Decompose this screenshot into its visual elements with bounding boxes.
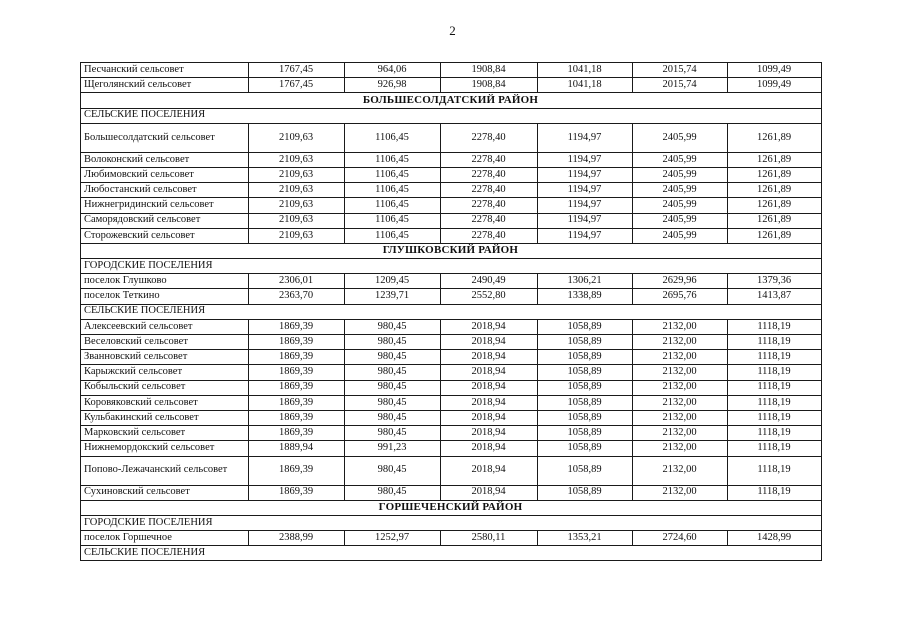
value-cell: 1869,39 xyxy=(249,456,345,485)
table-row xyxy=(81,365,822,380)
value-cell: 1099,49 xyxy=(728,78,822,93)
value-cell: 2278,40 xyxy=(441,167,538,182)
value-cell: 1869,39 xyxy=(249,410,345,425)
settlement-name-cell: Волоконский сельсовет xyxy=(81,152,249,167)
district-heading: ГЛУШКОВСКИЙ РАЙОН xyxy=(81,243,822,258)
value-cell: 1869,39 xyxy=(249,319,345,334)
table-row xyxy=(81,456,822,485)
value-cell: 2018,94 xyxy=(441,410,538,425)
table-row xyxy=(81,213,822,228)
settlement-name-cell: Веселовский сельсовет xyxy=(81,335,249,350)
value-cell: 1194,97 xyxy=(538,167,633,182)
value-cell: 1194,97 xyxy=(538,152,633,167)
value-cell: 1889,94 xyxy=(249,441,345,456)
settlement-name-cell: Щеголянский сельсовет xyxy=(81,78,249,93)
settlement-type-label: ГОРОДСКИЕ ПОСЕЛЕНИЯ xyxy=(81,259,822,274)
table-row xyxy=(81,78,822,93)
page-number: 2 xyxy=(449,23,456,38)
value-cell: 991,23 xyxy=(345,441,441,456)
table-row xyxy=(81,380,822,395)
value-cell: 2132,00 xyxy=(633,350,728,365)
value-cell: 1194,97 xyxy=(538,213,633,228)
value-cell: 1767,45 xyxy=(249,78,345,93)
value-cell: 1261,89 xyxy=(728,198,822,213)
value-cell: 2109,63 xyxy=(249,167,345,182)
value-cell: 2018,94 xyxy=(441,380,538,395)
table-row xyxy=(81,274,822,289)
value-cell: 2405,99 xyxy=(633,167,728,182)
value-cell: 2018,94 xyxy=(441,456,538,485)
settlement-name-cell: Кобыльский сельсовет xyxy=(81,380,249,395)
value-cell: 2580,11 xyxy=(441,531,538,546)
value-cell: 2018,94 xyxy=(441,441,538,456)
value-cell: 1058,89 xyxy=(538,441,633,456)
value-cell: 2278,40 xyxy=(441,213,538,228)
value-cell: 1058,89 xyxy=(538,456,633,485)
district-heading-row xyxy=(81,500,822,515)
value-cell: 1058,89 xyxy=(538,395,633,410)
settlement-name-cell: поселок Глушково xyxy=(81,274,249,289)
value-cell: 1041,18 xyxy=(538,78,633,93)
value-cell: 2109,63 xyxy=(249,183,345,198)
value-cell: 1413,87 xyxy=(728,289,822,304)
settlement-type-row xyxy=(81,515,822,530)
value-cell: 2695,76 xyxy=(633,289,728,304)
value-cell: 1058,89 xyxy=(538,350,633,365)
value-cell: 1261,89 xyxy=(728,228,822,243)
value-cell: 1869,39 xyxy=(249,365,345,380)
value-cell: 2015,74 xyxy=(633,78,728,93)
value-cell: 2363,70 xyxy=(249,289,345,304)
value-cell: 2278,40 xyxy=(441,183,538,198)
value-cell: 980,45 xyxy=(345,350,441,365)
settlement-type-label: СЕЛЬСКИЕ ПОСЕЛЕНИЯ xyxy=(81,304,822,319)
table-row xyxy=(81,198,822,213)
value-cell: 2018,94 xyxy=(441,426,538,441)
value-cell: 2018,94 xyxy=(441,485,538,500)
settlement-name-cell: Нижнегридинский сельсовет xyxy=(81,198,249,213)
value-cell: 1041,18 xyxy=(538,63,633,78)
table-row xyxy=(81,531,822,546)
value-cell: 2278,40 xyxy=(441,198,538,213)
value-cell: 2629,96 xyxy=(633,274,728,289)
value-cell: 1118,19 xyxy=(728,485,822,500)
value-cell: 1261,89 xyxy=(728,213,822,228)
value-cell: 1118,19 xyxy=(728,335,822,350)
value-cell: 980,45 xyxy=(345,485,441,500)
district-heading: БОЛЬШЕСОЛДАТСКИЙ РАЙОН xyxy=(81,93,822,108)
value-cell: 1239,71 xyxy=(345,289,441,304)
value-cell: 1252,97 xyxy=(345,531,441,546)
settlement-name-cell: Песчанский сельсовет xyxy=(81,63,249,78)
value-cell: 1106,45 xyxy=(345,183,441,198)
table-row xyxy=(81,289,822,304)
settlement-name-cell: Сторожевский сельсовет xyxy=(81,228,249,243)
value-cell: 1869,39 xyxy=(249,426,345,441)
table-row xyxy=(81,426,822,441)
value-cell: 1058,89 xyxy=(538,380,633,395)
settlement-type-row xyxy=(81,108,822,123)
value-cell: 2132,00 xyxy=(633,335,728,350)
value-cell: 1353,21 xyxy=(538,531,633,546)
value-cell: 1118,19 xyxy=(728,380,822,395)
value-cell: 1869,39 xyxy=(249,395,345,410)
table-row xyxy=(81,167,822,182)
value-cell: 1908,84 xyxy=(441,63,538,78)
settlement-name-cell: Званновский сельсовет xyxy=(81,350,249,365)
value-cell: 2132,00 xyxy=(633,319,728,334)
value-cell: 2552,80 xyxy=(441,289,538,304)
table-row xyxy=(81,350,822,365)
table-row xyxy=(81,441,822,456)
value-cell: 2405,99 xyxy=(633,198,728,213)
value-cell: 980,45 xyxy=(345,380,441,395)
table-row xyxy=(81,63,822,78)
value-cell: 2018,94 xyxy=(441,365,538,380)
table-row xyxy=(81,123,822,152)
settlement-name-cell: поселок Теткино xyxy=(81,289,249,304)
value-cell: 1379,36 xyxy=(728,274,822,289)
value-cell: 2109,63 xyxy=(249,152,345,167)
table-row xyxy=(81,410,822,425)
value-cell: 2278,40 xyxy=(441,228,538,243)
value-cell: 2132,00 xyxy=(633,365,728,380)
table-row xyxy=(81,152,822,167)
value-cell: 980,45 xyxy=(345,319,441,334)
value-cell: 1908,84 xyxy=(441,78,538,93)
value-cell: 1118,19 xyxy=(728,365,822,380)
value-cell: 2278,40 xyxy=(441,152,538,167)
tariff-table xyxy=(80,62,822,561)
value-cell: 1106,45 xyxy=(345,213,441,228)
value-cell: 2405,99 xyxy=(633,123,728,152)
value-cell: 1058,89 xyxy=(538,365,633,380)
value-cell: 2109,63 xyxy=(249,228,345,243)
value-cell: 2132,00 xyxy=(633,395,728,410)
value-cell: 2018,94 xyxy=(441,350,538,365)
settlement-name-cell: Саморядовский сельсовет xyxy=(81,213,249,228)
value-cell: 1106,45 xyxy=(345,152,441,167)
value-cell: 2405,99 xyxy=(633,183,728,198)
district-heading: ГОРШЕЧЕНСКИЙ РАЙОН xyxy=(81,500,822,515)
value-cell: 2109,63 xyxy=(249,213,345,228)
value-cell: 1338,89 xyxy=(538,289,633,304)
value-cell: 1058,89 xyxy=(538,485,633,500)
settlement-name-cell: поселок Горшечное xyxy=(81,531,249,546)
settlement-name-cell: Карыжский сельсовет xyxy=(81,365,249,380)
settlement-name-cell: Нижнемордокский сельсовет xyxy=(81,441,249,456)
value-cell: 964,06 xyxy=(345,63,441,78)
value-cell: 1261,89 xyxy=(728,183,822,198)
value-cell: 1209,45 xyxy=(345,274,441,289)
settlement-name-cell: Сухиновский сельсовет xyxy=(81,485,249,500)
value-cell: 1058,89 xyxy=(538,426,633,441)
table-body xyxy=(81,63,822,561)
value-cell: 2132,00 xyxy=(633,485,728,500)
settlement-name-cell: Любимовский сельсовет xyxy=(81,167,249,182)
value-cell: 2109,63 xyxy=(249,198,345,213)
value-cell: 1261,89 xyxy=(728,123,822,152)
value-cell: 2109,63 xyxy=(249,123,345,152)
value-cell: 1194,97 xyxy=(538,228,633,243)
value-cell: 1118,19 xyxy=(728,456,822,485)
value-cell: 1106,45 xyxy=(345,228,441,243)
value-cell: 926,98 xyxy=(345,78,441,93)
value-cell: 1118,19 xyxy=(728,410,822,425)
value-cell: 1261,89 xyxy=(728,167,822,182)
value-cell: 2405,99 xyxy=(633,213,728,228)
value-cell: 2388,99 xyxy=(249,531,345,546)
value-cell: 1058,89 xyxy=(538,319,633,334)
value-cell: 2405,99 xyxy=(633,228,728,243)
value-cell: 1106,45 xyxy=(345,198,441,213)
value-cell: 980,45 xyxy=(345,410,441,425)
settlement-name-cell: Попово-Лежачанский сельсовет xyxy=(81,456,249,485)
district-heading-row xyxy=(81,243,822,258)
value-cell: 2018,94 xyxy=(441,335,538,350)
table-row xyxy=(81,183,822,198)
value-cell: 2132,00 xyxy=(633,441,728,456)
value-cell: 980,45 xyxy=(345,395,441,410)
value-cell: 1106,45 xyxy=(345,167,441,182)
value-cell: 2132,00 xyxy=(633,410,728,425)
table-row xyxy=(81,319,822,334)
value-cell: 1118,19 xyxy=(728,319,822,334)
value-cell: 1058,89 xyxy=(538,410,633,425)
district-heading-row xyxy=(81,93,822,108)
settlement-name-cell: Коровяковский сельсовет xyxy=(81,395,249,410)
value-cell: 2018,94 xyxy=(441,319,538,334)
value-cell: 1194,97 xyxy=(538,198,633,213)
value-cell: 1261,89 xyxy=(728,152,822,167)
value-cell: 1869,39 xyxy=(249,380,345,395)
settlement-type-row xyxy=(81,304,822,319)
value-cell: 980,45 xyxy=(345,335,441,350)
value-cell: 1118,19 xyxy=(728,426,822,441)
table-row xyxy=(81,335,822,350)
value-cell: 1118,19 xyxy=(728,441,822,456)
settlement-name-cell: Алексеевский сельсовет xyxy=(81,319,249,334)
value-cell: 1118,19 xyxy=(728,395,822,410)
settlement-name-cell: Любостанский сельсовет xyxy=(81,183,249,198)
value-cell: 980,45 xyxy=(345,456,441,485)
value-cell: 1099,49 xyxy=(728,63,822,78)
settlement-name-cell: Кульбакинский сельсовет xyxy=(81,410,249,425)
value-cell: 2132,00 xyxy=(633,426,728,441)
value-cell: 2490,49 xyxy=(441,274,538,289)
value-cell: 1767,45 xyxy=(249,63,345,78)
settlement-type-label: ГОРОДСКИЕ ПОСЕЛЕНИЯ xyxy=(81,515,822,530)
value-cell: 2405,99 xyxy=(633,152,728,167)
value-cell: 2018,94 xyxy=(441,395,538,410)
settlement-name-cell: Большесолдатский сельсовет xyxy=(81,123,249,152)
settlement-name-cell: Марковский сельсовет xyxy=(81,426,249,441)
table-row xyxy=(81,228,822,243)
settlement-type-row xyxy=(81,546,822,561)
value-cell: 1869,39 xyxy=(249,350,345,365)
value-cell: 2132,00 xyxy=(633,456,728,485)
value-cell: 2724,60 xyxy=(633,531,728,546)
value-cell: 1106,45 xyxy=(345,123,441,152)
value-cell: 1194,97 xyxy=(538,123,633,152)
value-cell: 1869,39 xyxy=(249,485,345,500)
value-cell: 1428,99 xyxy=(728,531,822,546)
table-row xyxy=(81,395,822,410)
value-cell: 980,45 xyxy=(345,426,441,441)
value-cell: 2306,01 xyxy=(249,274,345,289)
value-cell: 1869,39 xyxy=(249,335,345,350)
settlement-type-row xyxy=(81,259,822,274)
value-cell: 2132,00 xyxy=(633,380,728,395)
value-cell: 1118,19 xyxy=(728,350,822,365)
value-cell: 980,45 xyxy=(345,365,441,380)
value-cell: 1058,89 xyxy=(538,335,633,350)
value-cell: 2015,74 xyxy=(633,63,728,78)
value-cell: 1194,97 xyxy=(538,183,633,198)
value-cell: 1306,21 xyxy=(538,274,633,289)
settlement-type-label: СЕЛЬСКИЕ ПОСЕЛЕНИЯ xyxy=(81,108,822,123)
table-row xyxy=(81,485,822,500)
value-cell: 2278,40 xyxy=(441,123,538,152)
settlement-type-label: СЕЛЬСКИЕ ПОСЕЛЕНИЯ xyxy=(81,546,822,561)
